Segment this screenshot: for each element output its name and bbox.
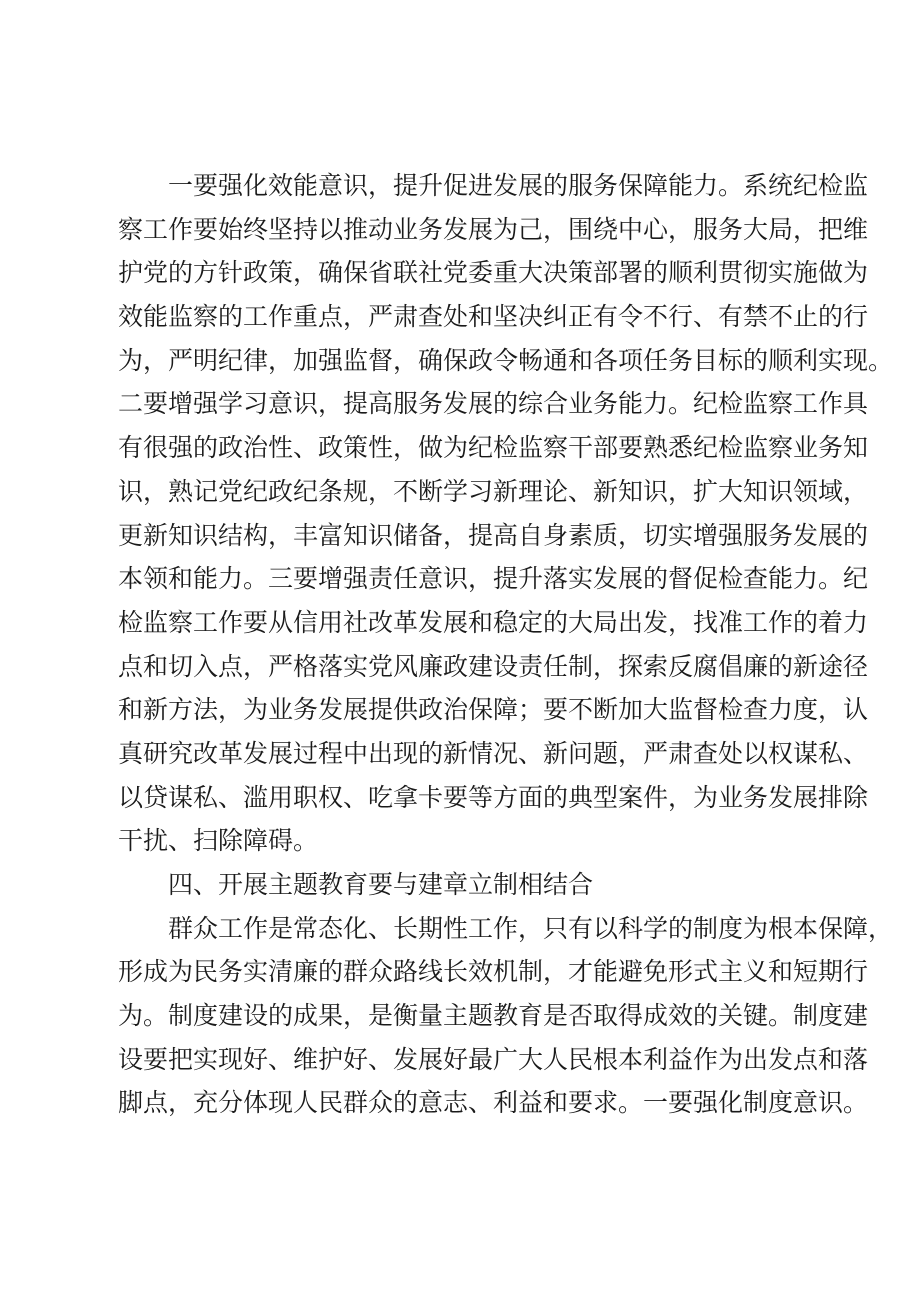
paragraph-line: 为，严明纪律，加强监督，确保政令畅通和各项任务目标的顺利实现。 bbox=[118, 345, 894, 375]
paragraph-line: 二要增强学习意识，提高服务发展的综合业务能力。纪检监察工作具 bbox=[118, 389, 869, 419]
paragraph-line: 检监察工作要从信用社改革发展和稳定的大局出发，找准工作的着力 bbox=[118, 607, 869, 637]
paragraph-line: 察工作要始终坚持以推动业务发展为己，围绕中心，服务大局，把维 bbox=[118, 214, 869, 244]
paragraph-line: 识，熟记党纪政纪条规，不断学习新理论、新知识，扩大知识领域， bbox=[118, 476, 869, 506]
paragraph-line: 一要强化效能意识，提升促进发展的服务保障能力。系统纪检监 bbox=[168, 171, 869, 200]
paragraph-line: 有很强的政治性、政策性，做为纪检监察干部要熟悉纪检监察业务知 bbox=[118, 433, 869, 463]
paragraph-line: 护党的方针政策，确保省联社党委重大决策部署的顺利贯彻实施做为 bbox=[118, 258, 869, 288]
section-heading: 四、开展主题教育要与建章立制相结合 bbox=[168, 870, 594, 899]
paragraph-line: 点和切入点，严格落实党风廉政建设责任制，探索反腐倡廉的新途径 bbox=[118, 651, 869, 681]
paragraph-line: 脚点，充分体现人民群众的意志、利益和要求。一要强化制度意识。 bbox=[118, 1088, 869, 1118]
paragraph-line: 以贷谋私、滥用职权、吃拿卡要等方面的典型案件，为业务发展排除 bbox=[118, 782, 869, 812]
paragraph-line: 更新知识结构，丰富知识储备，提高自身素质，切实增强服务发展的 bbox=[118, 520, 869, 550]
paragraph-line: 效能监察的工作重点，严肃查处和坚决纠正有令不行、有禁不止的行 bbox=[118, 302, 869, 332]
paragraph-line: 和新方法，为业务发展提供政治保障；要不断加大监督检查力度，认 bbox=[118, 695, 869, 725]
document-body bbox=[118, 164, 894, 1125]
paragraph-line: 为。制度建设的成果，是衡量主题教育是否取得成效的关键。制度建 bbox=[118, 1001, 869, 1031]
paragraph-line: 真研究改革发展过程中出现的新情况、新问题，严肃查处以权谋私、 bbox=[118, 738, 869, 768]
paragraph-line: 群众工作是常态化、长期性工作，只有以科学的制度为根本保障， bbox=[168, 913, 894, 943]
paragraph-line: 设要把实现好、维护好、发展好最广大人民根本利益作为出发点和落 bbox=[118, 1044, 869, 1074]
paragraph-line: 干扰、扫除障碍。 bbox=[118, 826, 319, 856]
paragraph-line: 本领和能力。三要增强责任意识，提升落实发展的督促检查能力。纪 bbox=[118, 564, 869, 594]
paragraph-line: 形成为民务实清廉的群众路线长效机制，才能避免形式主义和短期行 bbox=[118, 957, 869, 987]
